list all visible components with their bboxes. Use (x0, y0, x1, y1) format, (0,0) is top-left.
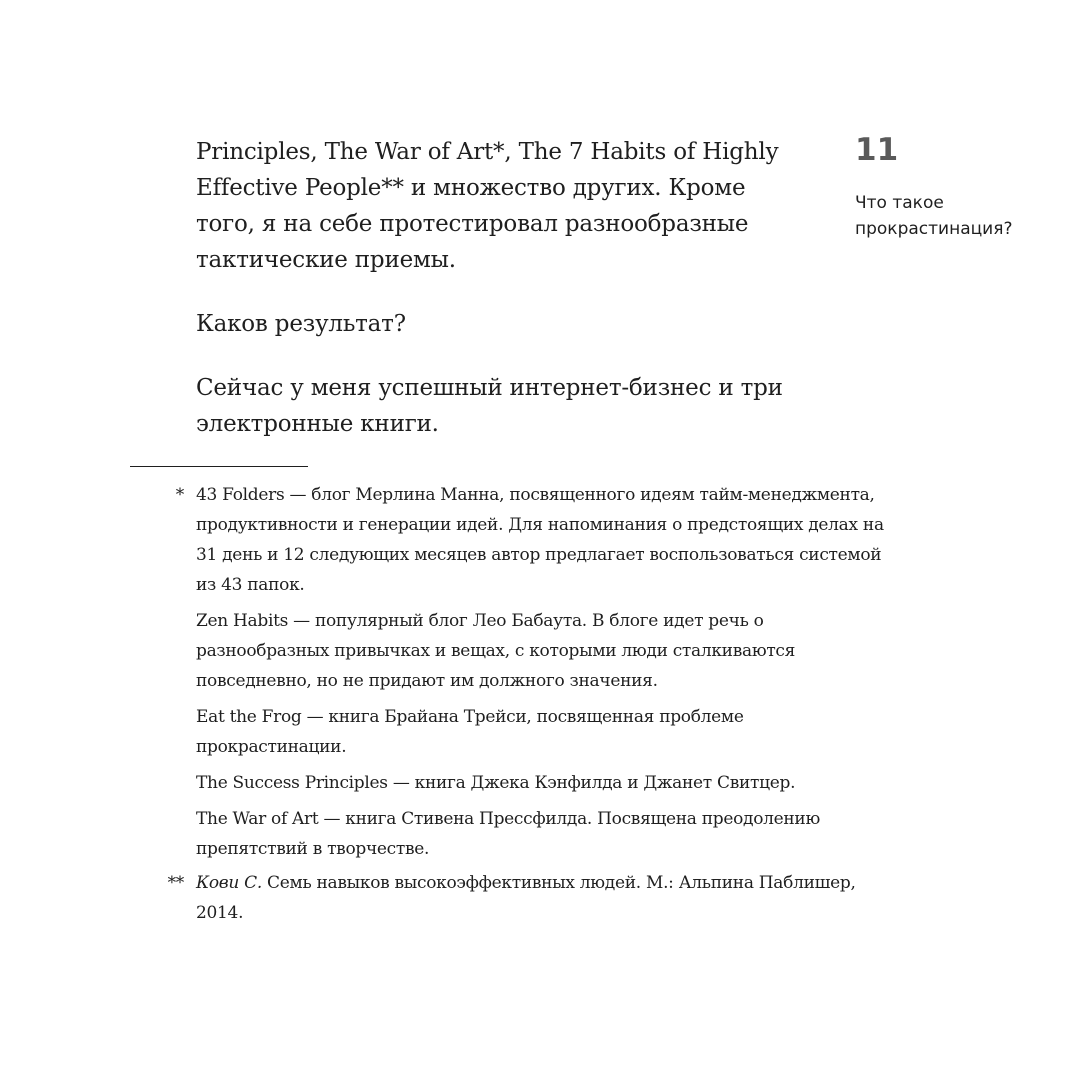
footnote-divider (130, 466, 308, 467)
footnote-entry: The War of Art — книга Стивена Прессфилда. Посвящена преодолению препятствий в творчестве. (196, 809, 820, 859)
footnote-entry (196, 868, 896, 928)
body-paragraph: Каков результат? (196, 311, 406, 337)
body-paragraph: Principles, The War of Art*, The 7 Habits of Highly Effective People** и множество других. Кроме того, я на себе протестировал разнообразные тактические приемы. (196, 139, 779, 273)
body-paragraph: Сейчас у меня успешный интернет-бизнес и три электронные книги. (196, 375, 783, 437)
chapter-title: Что такое прокрастинация? (855, 193, 1013, 239)
footnote-mark: ** (167, 873, 184, 893)
page-number: 11 (855, 132, 899, 168)
footnote-mark: * (175, 485, 184, 505)
footnote-entry: The Success Principles — книга Джека Кэнфилда и Джанет Свитцер. (196, 773, 796, 793)
footnote-entry: 43 Folders — блог Мерлина Манна, посвященного идеям тайм-менеджмента, продуктивности и генерации идей. Для напоминания о предстоящих делах на 31 день и 12 следующих месяцев автор предлагает воспользоваться системой из 43 папок. (196, 485, 884, 595)
footnote-entry: Zen Habits — популярный блог Лео Бабаута. В блоге идет речь о разнообразных привычках и вещах, с которыми люди сталкиваются повседневно, но не придают им должного значения. (196, 611, 796, 691)
footnote-entry: Eat the Frog — книга Брайана Трейси, посвященная проблеме прокрастинации. (196, 707, 744, 757)
footnote-citation: Семь навыков высокоэффективных людей. М.: Альпина Паблишер, 2014. (196, 873, 856, 923)
footnote-single-asterisk (175, 480, 896, 864)
main-text (196, 134, 796, 442)
footnotes (167, 480, 896, 932)
footnote-double-asterisk (167, 868, 896, 928)
footnote-author: Кови С. (196, 873, 262, 893)
